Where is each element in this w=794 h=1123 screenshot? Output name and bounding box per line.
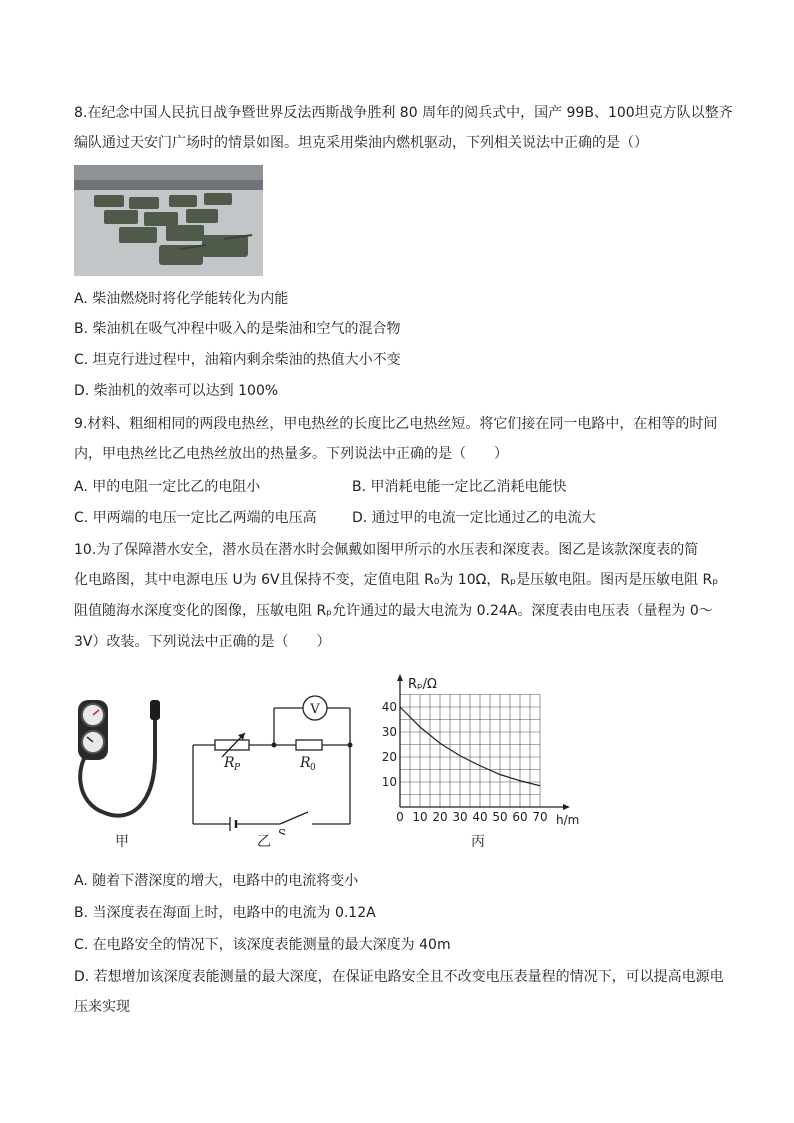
depth-gauge-figure xyxy=(70,695,180,830)
x-tick-label: 30 xyxy=(452,810,468,824)
x-tick-label: 70 xyxy=(532,810,548,824)
q9-stem-line-2: 内，甲电热丝比乙电热丝放出的热量多。下列说法中正确的是（ ） xyxy=(74,446,508,462)
q10-option-a: A. 随着下潜深度的增大，电路中的电流将变小 xyxy=(74,873,359,889)
x-tick-label: 0 xyxy=(396,810,404,824)
x-tick-label: 50 xyxy=(492,810,508,824)
y-tick-label: 10 xyxy=(381,775,397,789)
rp-depth-chart xyxy=(378,670,588,830)
y-axis-arrow xyxy=(397,674,403,681)
q10-stem-line-2: 化电路图，其中电源电压 U为 6V且保持不变，定值电阻 R₀为 10Ω，Rₚ是压敏电阻。图丙是压敏电阻 Rₚ xyxy=(74,572,719,588)
y-tick-label: 40 xyxy=(381,700,397,714)
x-axis-arrow xyxy=(563,804,570,810)
q8-option-a: A. 柴油燃烧时将化学能转化为内能 xyxy=(74,291,289,307)
rp-label: R xyxy=(224,755,235,771)
r0-subscript: 0 xyxy=(310,763,316,773)
x-tick-label: 60 xyxy=(512,810,528,824)
q9-option-a: A. 甲的电阻一定比乙的电阻小 xyxy=(74,479,261,495)
tank-parade-photo xyxy=(74,165,263,276)
q10-option-b: B. 当深度表在海面上时，电路中的电流为 0.12A xyxy=(74,905,376,921)
q8-option-c: C. 坦克行进过程中，油箱内剩余柴油的热值大小不变 xyxy=(74,352,401,368)
chart-xlabel: h/m xyxy=(556,813,580,827)
rp-subscript: P xyxy=(234,763,241,773)
q8-option-d: D. 柴油机的效率可以达到 100% xyxy=(74,383,279,399)
caption-bing: 丙 xyxy=(471,834,485,850)
caption-jia: 甲 xyxy=(115,834,129,850)
q8-stem-line-1: 8.在纪念中国人民抗日战争暨世界反法西斯战争胜利 80 周年的阅兵式中，国产 99B、100坦克方队以整齐 xyxy=(74,105,733,121)
q8-option-b: B. 柴油机在吸气冲程中吸入的是柴油和空气的混合物 xyxy=(74,321,401,337)
q10-option-d: D. 若想增加该深度表能测量的最大深度，在保证电路安全且不改变电压表量程的情况下，可以提高电源电 xyxy=(74,969,724,985)
q10-stem-line-4: 3V）改装。下列说法中正确的是（ ） xyxy=(74,634,331,650)
x-tick-label: 20 xyxy=(432,810,448,824)
x-tick-label: 40 xyxy=(472,810,488,824)
q9-stem-line-1: 9.材料、粗细相同的两段电热丝，甲电热丝的长度比乙电热丝短。将它们接在同一电路中，在相等的时间 xyxy=(74,416,718,432)
q10-stem-line-3: 阻值随海水深度变化的图像，压敏电阻 Rₚ允许通过的最大电流为 0.24A。深度表由电压表（量程为 0～ xyxy=(74,603,713,619)
q9-option-c: C. 甲两端的电压一定比乙两端的电压高 xyxy=(74,510,317,526)
x-tick-label: 10 xyxy=(412,810,428,824)
r0-label: R xyxy=(300,755,311,771)
caption-yi: 乙 xyxy=(257,834,271,850)
q10-option-d-cont: 压来实现 xyxy=(74,999,130,1015)
voltmeter-label: V xyxy=(310,702,320,717)
switch-label: S xyxy=(278,827,287,835)
chart-ylabel: Rₚ/Ω xyxy=(408,677,437,692)
q10-stem-line-1: 10.为了保障潜水安全，潜水员在潜水时会佩戴如图甲所示的水压表和深度表。图乙是该款深度表的简 xyxy=(74,542,699,558)
y-tick-label: 30 xyxy=(381,725,397,739)
q9-option-b: B. 甲消耗电能一定比乙消耗电能快 xyxy=(352,479,567,495)
y-tick-label: 20 xyxy=(381,750,397,764)
circuit-diagram xyxy=(190,690,360,835)
q8-stem-line-2: 编队通过天安门广场时的情景如图。坦克采用柴油内燃机驱动，下列相关说法中正确的是（） xyxy=(74,135,648,151)
q10-option-c: C. 在电路安全的情况下，该深度表能测量的最大深度为 40m xyxy=(74,937,451,953)
q9-option-d: D. 通过甲的电流一定比通过乙的电流大 xyxy=(352,510,596,526)
